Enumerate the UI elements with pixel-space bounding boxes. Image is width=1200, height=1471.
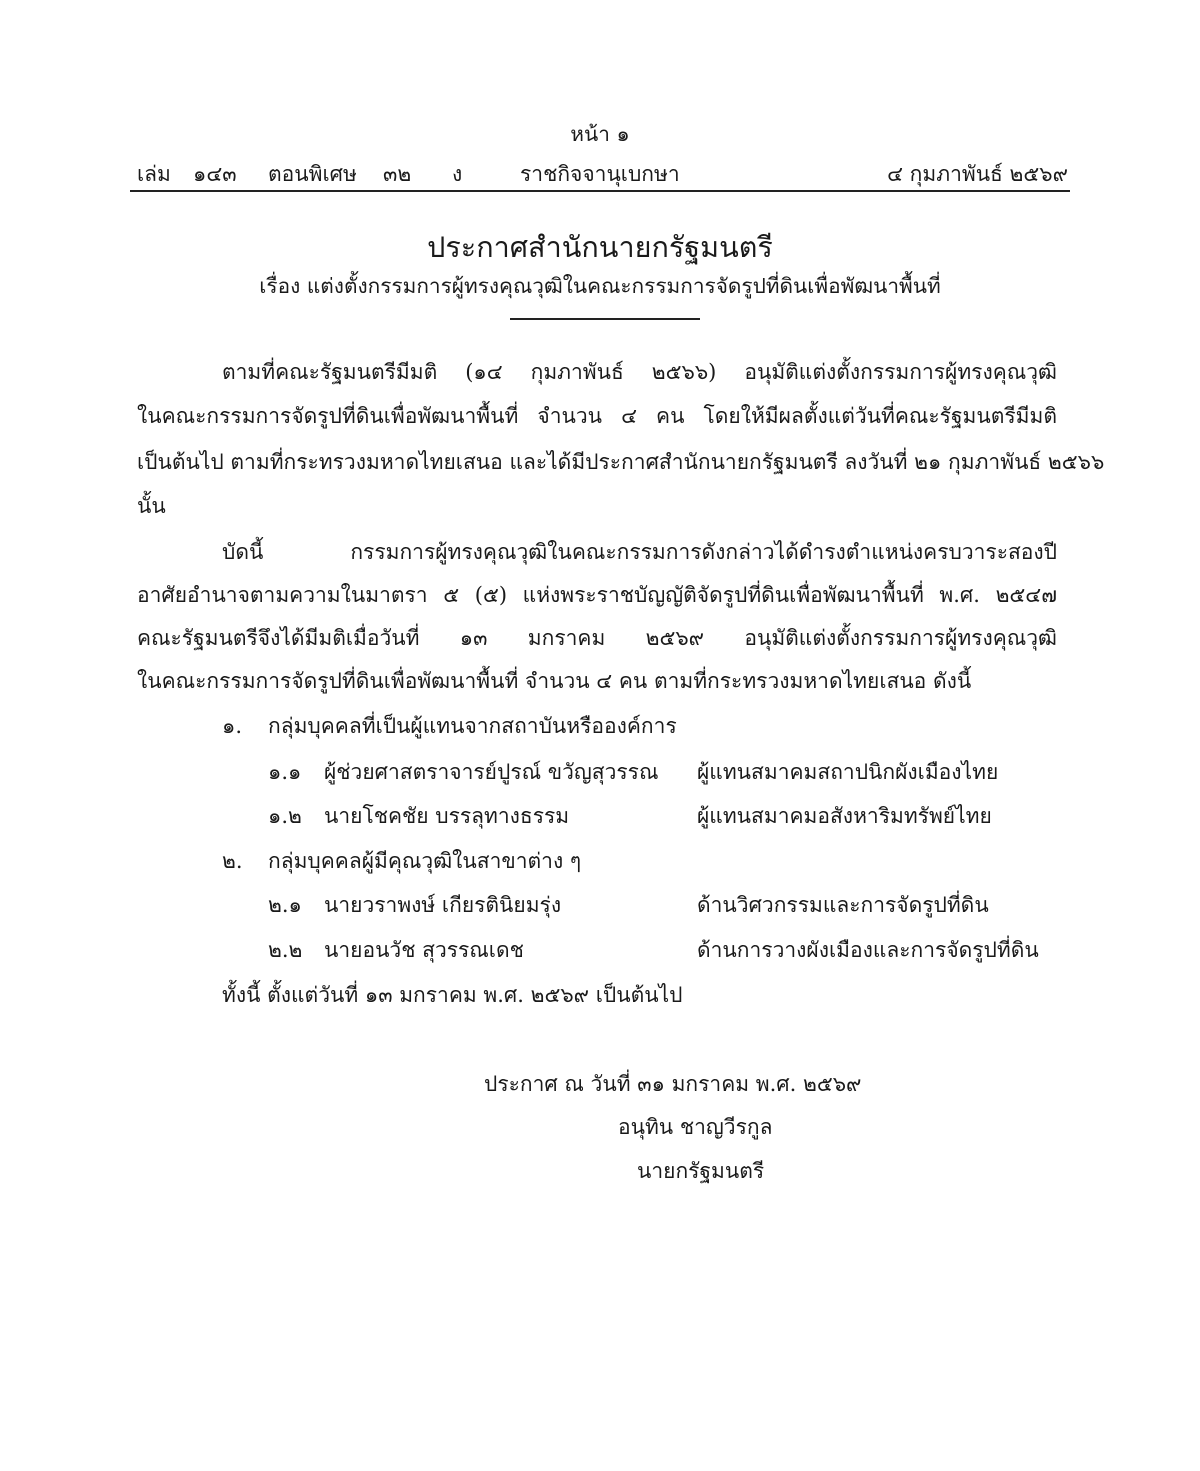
announcement-date: ประกาศ ณ วันที่ ๓๑ มกราคม พ.ศ. ๒๕๖๙ (484, 1072, 862, 1096)
member-role: ด้านการวางผังเมืองและการจัดรูปที่ดิน (697, 938, 1039, 962)
paragraph2-line: ในคณะกรรมการจัดรูปที่ดินเพื่อพัฒนาพื้นที่ จำนวน ๔ คน ตามที่กระทรวงมหาดไทยเสนอ ดังนี้ (137, 669, 972, 693)
effective-date: ทั้งนี้ ตั้งแต่วันที่ ๑๓ มกราคม พ.ศ. ๒๕๖๙ เป็นต้นไป (222, 983, 683, 1007)
paragraph2-line: อาศัยอำนาจตามความในมาตรา ๕ (๕) แห่งพระราชบัญญัติจัดรูปที่ดินเพื่อพัฒนาพื้นที่ พ.ศ. ๒๕๔๗ (137, 583, 1057, 607)
member-name: นายวราพงษ์ เกียรตินิยมรุ่ง (324, 893, 562, 917)
paragraph2-line: คณะรัฐมนตรีจึงได้มีมติเมื่อวันที่ ๑๓ มกราคม ๒๕๖๙ อนุมัติแต่งตั้งกรรมการผู้ทรงคุณวุฒิ (137, 626, 1057, 650)
member-name: ผู้ช่วยศาสตราจารย์ปูรณ์ ขวัญสุวรรณ (324, 760, 659, 784)
member-role: ผู้แทนสมาคมสถาปนิกผังเมืองไทย (697, 760, 999, 784)
gazette-date: ๔ กุมภาพันธ์ ๒๕๖๙ (887, 162, 1068, 186)
page-number: หน้า ๑ (570, 122, 630, 146)
paragraph1-line: เป็นต้นไป ตามที่กระทรวงมหาดไทยเสนอ และได้มีประกาศสำนักนายกรัฐมนตรี ลงวันที่ ๒๑ กุมภาพันธ์ ๒๕๖๖ (137, 450, 1105, 474)
section-number: ๓๒ (383, 162, 412, 186)
group-number: ๒. (222, 849, 243, 873)
member-name: นายอนวัช สุวรรณเดช (324, 938, 524, 962)
group-title: กลุ่มบุคคลผู้มีคุณวุฒิในสาขาต่าง ๆ (268, 849, 582, 873)
paragraph1-line: ในคณะกรรมการจัดรูปที่ดินเพื่อพัฒนาพื้นที่ จำนวน ๔ คน โดยให้มีผลตั้งแต่วันที่คณะรัฐมนตรีมีมติ (137, 404, 1057, 428)
member-number: ๒.๑ (268, 893, 302, 917)
signatory-name: อนุทิน ชาญวีรกูล (618, 1115, 773, 1139)
gazette-name: ราชกิจจานุเบกษา (520, 162, 680, 186)
section-letter: ง (452, 162, 463, 186)
volume-number: ๑๔๓ (193, 162, 237, 186)
member-role: ด้านวิศวกรรมและการจัดรูปที่ดิน (697, 893, 989, 917)
document-title: ประกาศสำนักนายกรัฐมนตรี (427, 230, 773, 264)
paragraph1-line: ตามที่คณะรัฐมนตรีมีมติ (๑๔ กุมภาพันธ์ ๒๕๖๖) อนุมัติแต่งตั้งกรรมการผู้ทรงคุณวุฒิ (222, 360, 1057, 384)
document-subject: เรื่อง แต่งตั้งกรรมการผู้ทรงคุณวุฒิในคณะกรรมการจัดรูปที่ดินเพื่อพัฒนาพื้นที่ (259, 274, 941, 298)
member-number: ๑.๒ (268, 804, 302, 828)
member-number: ๑.๑ (268, 760, 302, 784)
section-label: ตอนพิเศษ (268, 162, 357, 186)
member-name: นายโชคชัย บรรลุทางธรรม (324, 804, 570, 828)
paragraph2-line: บัดนี้ กรรมการผู้ทรงคุณวุฒิในคณะกรรมการดังกล่าวได้ดำรงตำแหน่งครบวาระสองปี (222, 540, 1057, 564)
signatory-position: นายกรัฐมนตรี (637, 1159, 765, 1183)
title-underline (510, 318, 700, 320)
group-title: กลุ่มบุคคลที่เป็นผู้แทนจากสถาบันหรือองค์การ (268, 714, 677, 738)
volume-label: เล่ม (137, 162, 171, 186)
member-number: ๒.๒ (268, 938, 303, 962)
member-role: ผู้แทนสมาคมอสังหาริมทรัพย์ไทย (697, 804, 992, 828)
header-rule (130, 190, 1070, 192)
group-number: ๑. (222, 714, 243, 738)
paragraph1-line: นั้น (137, 494, 166, 518)
